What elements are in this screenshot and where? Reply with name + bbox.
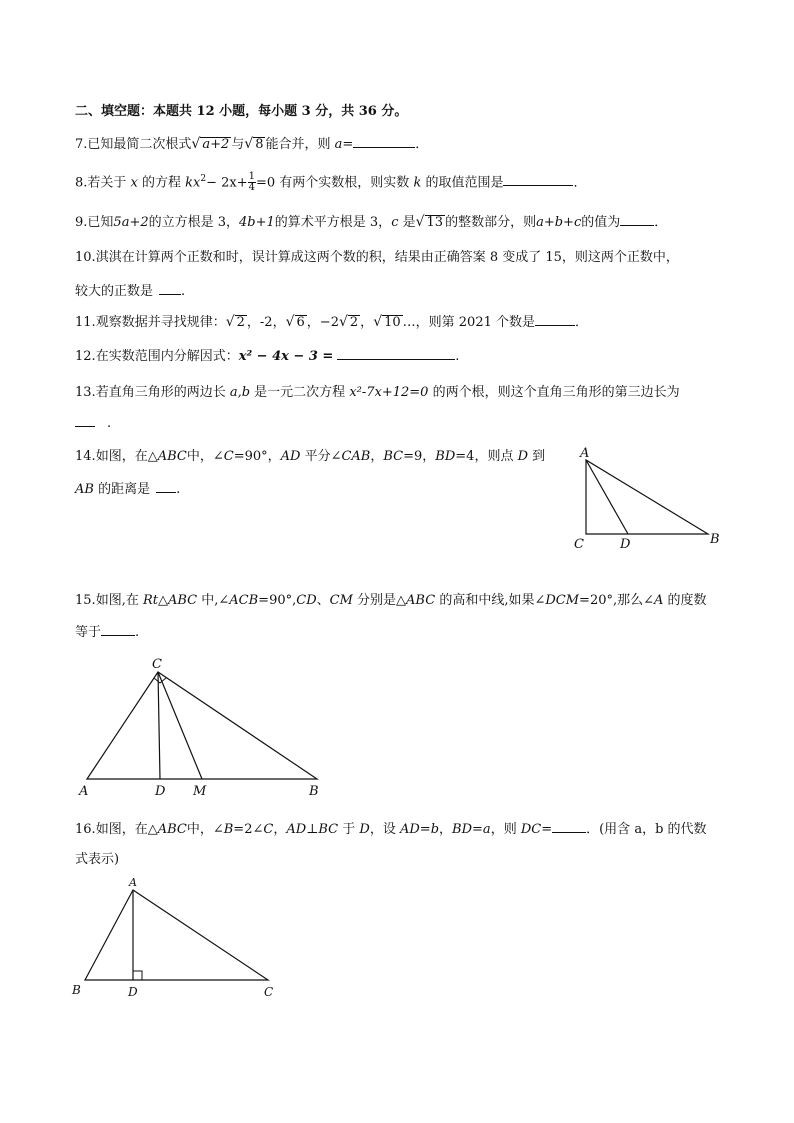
q16-b: B xyxy=(223,822,234,837)
q15-cm: CM xyxy=(329,593,353,608)
q8-text: 若关于 xyxy=(87,175,131,191)
answer-blank[interactable] xyxy=(353,135,415,148)
q8-k: k xyxy=(413,175,422,191)
q10-text-b: 较大的正数是 xyxy=(75,284,154,299)
q15-end: . xyxy=(135,625,140,640)
q7-radical-1 xyxy=(200,137,231,152)
q16-bval: b xyxy=(430,822,440,837)
q15-text-j: 等于 xyxy=(75,625,102,640)
q16-text-k: ，则 xyxy=(490,822,521,837)
q15-text-c: 中,∠ xyxy=(197,593,230,608)
sqrt-sign: √ xyxy=(338,314,348,330)
q16-eq-1: = xyxy=(419,822,431,837)
q9-text: 已知 xyxy=(87,215,114,230)
q8-number: 8. xyxy=(75,175,88,191)
q8-text-c: − 2x+ xyxy=(206,175,248,191)
q16-dc: DC xyxy=(520,822,542,837)
sqrt-sign: √ xyxy=(415,214,425,230)
label-a: A xyxy=(580,446,590,461)
q13-equation: x²-7x+12=0 xyxy=(349,385,429,400)
question-11 xyxy=(75,313,588,332)
q15-abc: ABC xyxy=(167,593,198,608)
q16-text-c: =2∠ xyxy=(233,822,264,837)
q11-term-1: 2 xyxy=(236,315,245,330)
question-10-cont xyxy=(75,282,185,301)
q10-end: . xyxy=(181,284,186,299)
q13-ab: a,b xyxy=(229,385,251,400)
question-8 xyxy=(75,170,587,193)
q15-text-d: =90°, xyxy=(258,593,297,608)
q15-abc-2: ABC xyxy=(406,593,436,608)
q9-text-d: 是 xyxy=(398,215,416,230)
section-title: 二、填空题：本题共 12 小题，每小题 3 分，共 36 分。 xyxy=(75,104,408,119)
q14-cab: CAB xyxy=(341,449,371,464)
q14-text-e: ， xyxy=(370,449,384,464)
q15-cd: CD xyxy=(296,593,317,608)
sqrt-sign: √ xyxy=(285,314,295,330)
q14-text-h: 到 xyxy=(528,449,546,464)
q14-d: D xyxy=(517,449,529,464)
q11-text: 观察数据并寻找规律： xyxy=(95,315,226,330)
answer-blank[interactable] xyxy=(337,347,455,360)
q15-text-h: =20°,那么∠ xyxy=(579,593,655,608)
q14-c: C xyxy=(223,449,234,464)
q7-eq: = xyxy=(342,137,354,152)
q7-radicand-2: 8 xyxy=(255,137,264,152)
altitude-cd xyxy=(158,672,160,779)
q11-term-3: −2 xyxy=(319,315,339,330)
question-13 xyxy=(75,384,680,402)
q11-sep-3: ， xyxy=(360,315,374,330)
q8-exp: 2 xyxy=(200,174,207,184)
q9-number: 9. xyxy=(75,215,88,230)
q8-fraction xyxy=(248,172,256,193)
q16-text-d: ， xyxy=(273,822,287,837)
answer-blank[interactable] xyxy=(75,414,95,427)
sqrt-sign: √ xyxy=(225,314,235,330)
q16-number: 16. xyxy=(75,822,96,837)
q7-end: ． xyxy=(415,137,429,152)
q14-text-c: =90°， xyxy=(233,449,281,464)
median-cm xyxy=(158,672,202,779)
q7-radicand-1: a+2 xyxy=(202,137,230,152)
q16-d: D xyxy=(359,822,370,837)
q16-aval: a xyxy=(482,822,491,837)
q16-end: ．(用含 a，b 的代数 xyxy=(586,822,707,837)
q8-frac-num: 1 xyxy=(248,171,256,183)
q7-number: 7. xyxy=(75,137,88,152)
triangle-abc xyxy=(87,672,317,779)
q12-end: . xyxy=(455,349,460,364)
q14-text-g: =4，则点 xyxy=(455,449,518,464)
q16-text: 如图，在△ xyxy=(95,822,158,837)
q13-text-b: 是一元二次方程 xyxy=(250,385,350,400)
label-d: D xyxy=(128,985,138,999)
q11-radical-3 xyxy=(348,315,360,330)
question-15-cont xyxy=(75,623,139,642)
question-7 xyxy=(75,135,428,154)
label-c: C xyxy=(152,657,162,672)
q14-text-f: =9， xyxy=(403,449,436,464)
q15-text-e: 、 xyxy=(316,593,330,608)
label-c: C xyxy=(264,985,274,999)
q11-number: 11. xyxy=(75,315,96,330)
q11-term-4: 10 xyxy=(384,315,401,330)
q14-bc: BC xyxy=(383,449,404,464)
q8-text-e: 的取值范围是 xyxy=(421,175,504,191)
question-14-cont xyxy=(75,480,180,499)
q9-text-b: 的立方根是 3， xyxy=(148,215,240,230)
sqrt-sign: √ xyxy=(191,136,201,152)
q16-text-i: ， xyxy=(439,822,453,837)
q16-c: C xyxy=(263,822,274,837)
answer-blank[interactable] xyxy=(159,282,181,295)
answer-blank[interactable] xyxy=(552,820,586,833)
q16-ad: AD xyxy=(286,822,307,837)
q14-end: . xyxy=(176,482,181,497)
sqrt-sign: √ xyxy=(244,136,254,152)
q11-radical-2 xyxy=(295,315,307,330)
q15-number: 15. xyxy=(75,593,96,608)
q9-expr-3: a+b+c xyxy=(536,215,582,230)
label-d: D xyxy=(620,537,631,552)
q10-number: 10. xyxy=(75,250,96,265)
q15-dcm: DCM xyxy=(545,593,580,608)
q7-text-c: 能合并，则 xyxy=(265,137,335,152)
right-angle-mark xyxy=(133,971,142,980)
q14-abc: ABC xyxy=(157,449,187,464)
question-13-cont xyxy=(75,414,111,433)
q13-text: 若直角三角形的两边长 xyxy=(95,385,230,400)
q16-abc: ABC xyxy=(157,822,187,837)
q11-sep-2: ， xyxy=(306,315,320,330)
q13-text-c: 的两个根，则这个直角三角形的第三边长为 xyxy=(428,385,680,400)
q8-text-b: 的方程 xyxy=(137,175,186,191)
q11-term-3-radicand: 2 xyxy=(349,315,359,330)
answer-blank[interactable] xyxy=(535,313,575,326)
question-16 xyxy=(75,820,707,839)
figure-15 xyxy=(75,652,335,802)
q16-eq-3: = xyxy=(541,822,553,837)
question-14 xyxy=(75,448,545,466)
label-d: D xyxy=(155,784,166,799)
q16-text-g: ，设 xyxy=(369,822,400,837)
q16-perp: ⊥ xyxy=(306,822,319,837)
q9-text-c: 的算术平方根是 3， xyxy=(274,215,392,230)
q10-text: 淇淇在计算两个正数和时，误计算成这两个数的积，结果由正确答案 8 变成了 15，则这两个正数中， xyxy=(95,250,679,265)
q9-text-f: 的值为 xyxy=(581,215,621,230)
q8-kx: kx xyxy=(185,175,201,191)
label-b: B xyxy=(72,983,81,997)
q15-text-g: 的高和中线,如果∠ xyxy=(435,593,546,608)
label-a: A xyxy=(79,784,89,799)
q15-text: 如图,在 xyxy=(95,593,143,608)
q7-radical-2 xyxy=(253,137,265,152)
q9-radicand: 13 xyxy=(426,215,444,230)
right-angle-mark xyxy=(154,678,166,683)
q14-text-b: 中，∠ xyxy=(186,449,224,464)
q12-text: 在实数范围内分解因式： xyxy=(95,349,239,364)
q14-ad: AD xyxy=(280,449,301,464)
q8-frac-den: 4 xyxy=(248,182,256,194)
answer-blank[interactable] xyxy=(101,623,135,636)
q9-end: ． xyxy=(654,215,668,230)
q15-a: A xyxy=(654,593,664,608)
q15-text-i: 的度数 xyxy=(663,593,707,608)
question-10 xyxy=(75,249,679,267)
q13-number: 13. xyxy=(75,385,96,400)
answer-blank[interactable] xyxy=(503,173,573,186)
q11-end: ． xyxy=(575,315,589,330)
q16-text-b: 中，∠ xyxy=(186,822,224,837)
question-16-cont xyxy=(75,851,119,869)
q7-text-b: 与 xyxy=(231,137,245,152)
q16-ad-2: AD xyxy=(399,822,420,837)
q12-number: 12. xyxy=(75,349,96,364)
label-c: C xyxy=(574,537,584,552)
label-m: M xyxy=(193,784,207,799)
q12-expression: x² − 4x − 3 = xyxy=(238,349,334,364)
triangle-abc xyxy=(586,460,708,534)
q15-rt: Rt xyxy=(142,593,158,608)
q16-text-f: 于 xyxy=(338,822,360,837)
q14-bd: BD xyxy=(435,449,456,464)
question-15 xyxy=(75,592,707,610)
q15-text-f: 分别是△ xyxy=(352,593,407,608)
question-9 xyxy=(75,213,667,232)
figure-14 xyxy=(570,445,730,555)
label-a: A xyxy=(129,876,137,889)
q14-text-d: 平分∠ xyxy=(300,449,342,464)
q14-text-i: 的距离是 xyxy=(93,482,151,497)
q9-text-e: 的整数部分，则 xyxy=(445,215,537,230)
q15-acb: ACB xyxy=(229,593,259,608)
figure-16 xyxy=(70,872,290,1002)
label-b: B xyxy=(309,784,319,799)
q14-text: 如图，在△ xyxy=(95,449,158,464)
answer-blank[interactable] xyxy=(156,480,176,493)
q11-sep-4: …，则第 2021 个数是 xyxy=(402,315,536,330)
q9-expr-1: 5a+2 xyxy=(113,215,149,230)
q7-text: 已知最简二次根式 xyxy=(87,137,192,152)
q8-x: x xyxy=(130,175,138,191)
sqrt-sign: √ xyxy=(373,314,383,330)
q11-sep-1: ，-2， xyxy=(246,315,286,330)
q8-end: ． xyxy=(573,175,587,191)
q15-text-b: △ xyxy=(157,593,168,608)
q11-radical-4 xyxy=(382,315,403,330)
q7-var: a xyxy=(334,137,343,152)
answer-blank[interactable] xyxy=(620,213,654,226)
q9-expr-2: 4b+1 xyxy=(239,215,275,230)
q16-text-m: 式表示) xyxy=(75,852,120,867)
label-b: B xyxy=(710,532,720,547)
q14-ab: AB xyxy=(75,482,94,497)
q14-number: 14. xyxy=(75,449,96,464)
q16-bd: BD xyxy=(452,822,473,837)
q9-c: c xyxy=(391,215,399,230)
q16-bc: BC xyxy=(318,822,339,837)
triangle-abc xyxy=(85,890,268,980)
q13-end: . xyxy=(107,416,112,431)
question-12 xyxy=(75,347,459,366)
q9-radical xyxy=(425,215,446,230)
q16-eq-2: = xyxy=(472,822,483,837)
q8-text-d: =0 有两个实数根，则实数 xyxy=(256,175,414,191)
bisector-ad xyxy=(586,460,628,534)
q11-term-2: 6 xyxy=(296,315,305,330)
q11-radical-1 xyxy=(235,315,247,330)
